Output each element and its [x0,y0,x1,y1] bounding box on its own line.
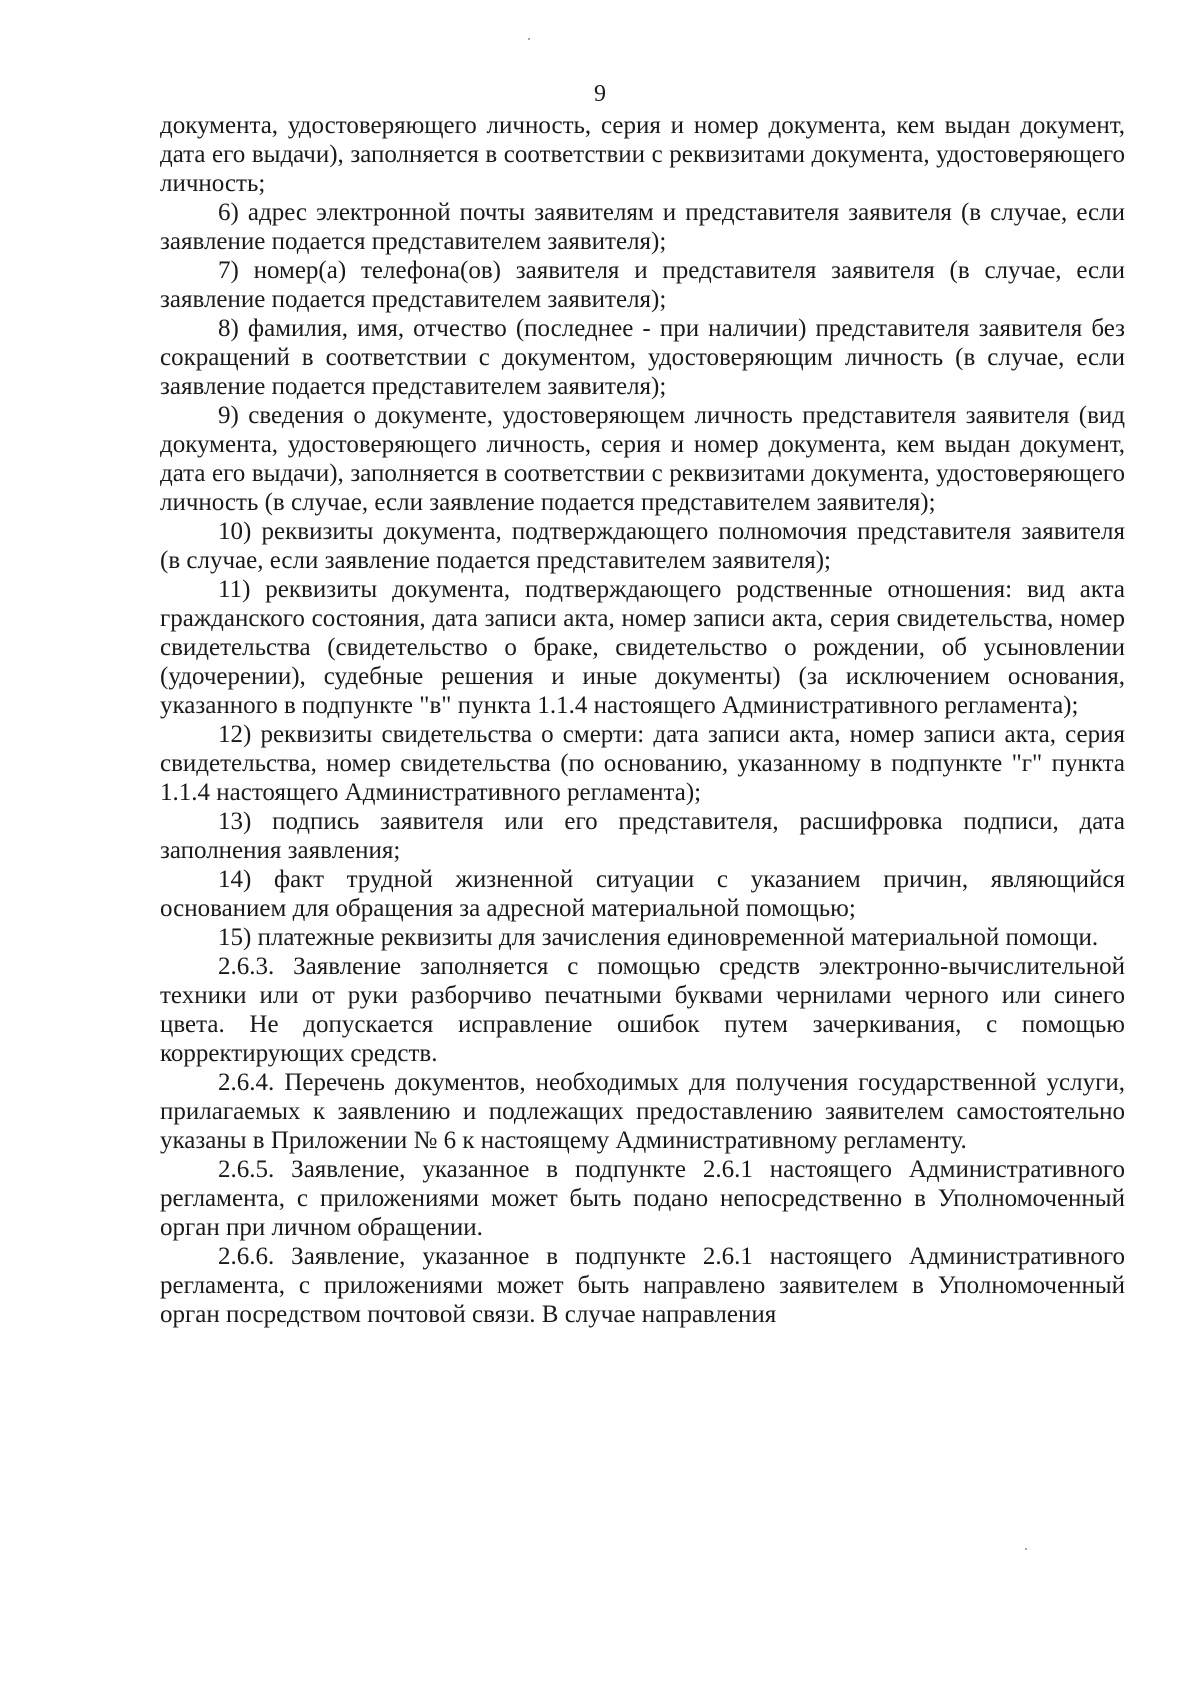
paragraph-continuation: документа, удостоверяющего личность, серия и номер документа, кем выдан документ, дата его выдачи), заполняется в соответствии с реквизитами документа, удостоверяющего личность; [160,112,1125,197]
scan-speck [528,38,530,40]
list-item-13: 13) подпись заявителя или его представителя, расшифровка подписи, дата заполнения заявления; [160,808,1125,864]
list-item-7: 7) номер(а) телефона(ов) заявителя и представителя заявителя (в случае, если заявление подается представителем заявителя); [160,257,1125,313]
scan-speck [1025,1548,1027,1550]
section-2-6-4: 2.6.4. Перечень документов, необходимых для получения государственной услуги, прилагаемых к заявлению и подлежащих предоставлению заявителем самостоятельно указаны в Приложении № 6 к настоящему Административному регламенту. [160,1069,1125,1154]
document-body [160,111,1125,1329]
list-item-15: 15) платежные реквизиты для зачисления единовременной материальной помощи. [218,924,1099,951]
list-item-8: 8) фамилия, имя, отчество (последнее - при наличии) представителя заявителя без сокращений в соответствии с документом, удостоверяющим личность (в случае, если заявление подается представителем заявителя); [160,315,1125,400]
page-number: 9 [594,81,606,107]
section-2-6-6: 2.6.6. Заявление, указанное в подпункте 2.6.1 настоящего Административного регламента, с приложениями может быть направлено заявителем в Уполномоченный орган посредством почтовой связи. В случае направления [160,1243,1125,1328]
section-2-6-5: 2.6.5. Заявление, указанное в подпункте 2.6.1 настоящего Административного регламента, с приложениями может быть подано непосредственно в Уполномоченный орган при личном обращении. [160,1156,1125,1241]
list-item-11: 11) реквизиты документа, подтверждающего родственные отношения: вид акта гражданского состояния, дата записи акта, номер записи акта, серия свидетельства, номер свидетельства (свидетельство о браке, свидетельство о рождении, об усыновлении (удочерении), судебные решения и иные документы) (за исключением основания, указанного в подпункте "в" пункта 1.1.4 настоящего Административного регламента); [160,576,1125,719]
list-item-12: 12) реквизиты свидетельства о смерти: дата записи акта, номер записи акта, серия свидетельства, номер свидетельства (по основанию, указанному в подпункте "г" пункта 1.1.4 настоящего Административного регламента); [160,721,1125,806]
section-2-6-3: 2.6.3. Заявление заполняется с помощью средств электронно-вычислительной техники или от руки разборчиво печатными буквами чернилами черного или синего цвета. Не допускается исправление ошибок путем зачеркивания, с помощью корректирующих средств. [160,953,1125,1067]
list-item-14: 14) факт трудной жизненной ситуации с указанием причин, являющийся основанием для обращения за адресной материальной помощью; [160,866,1125,922]
list-item-6: 6) адрес электронной почты заявителям и представителя заявителя (в случае, если заявление подается представителем заявителя); [160,199,1125,255]
list-item-9: 9) сведения о документе, удостоверяющем личность представителя заявителя (вид документа, удостоверяющего личность, серия и номер документа, кем выдан документ, дата его выдачи), заполняется в соответствии с реквизитами документа, удостоверяющего личность (в случае, если заявление подается представителем заявителя); [160,402,1125,516]
list-item-10: 10) реквизиты документа, подтверждающего полномочия представителя заявителя (в случае, если заявление подается представителем заявителя); [160,518,1125,574]
